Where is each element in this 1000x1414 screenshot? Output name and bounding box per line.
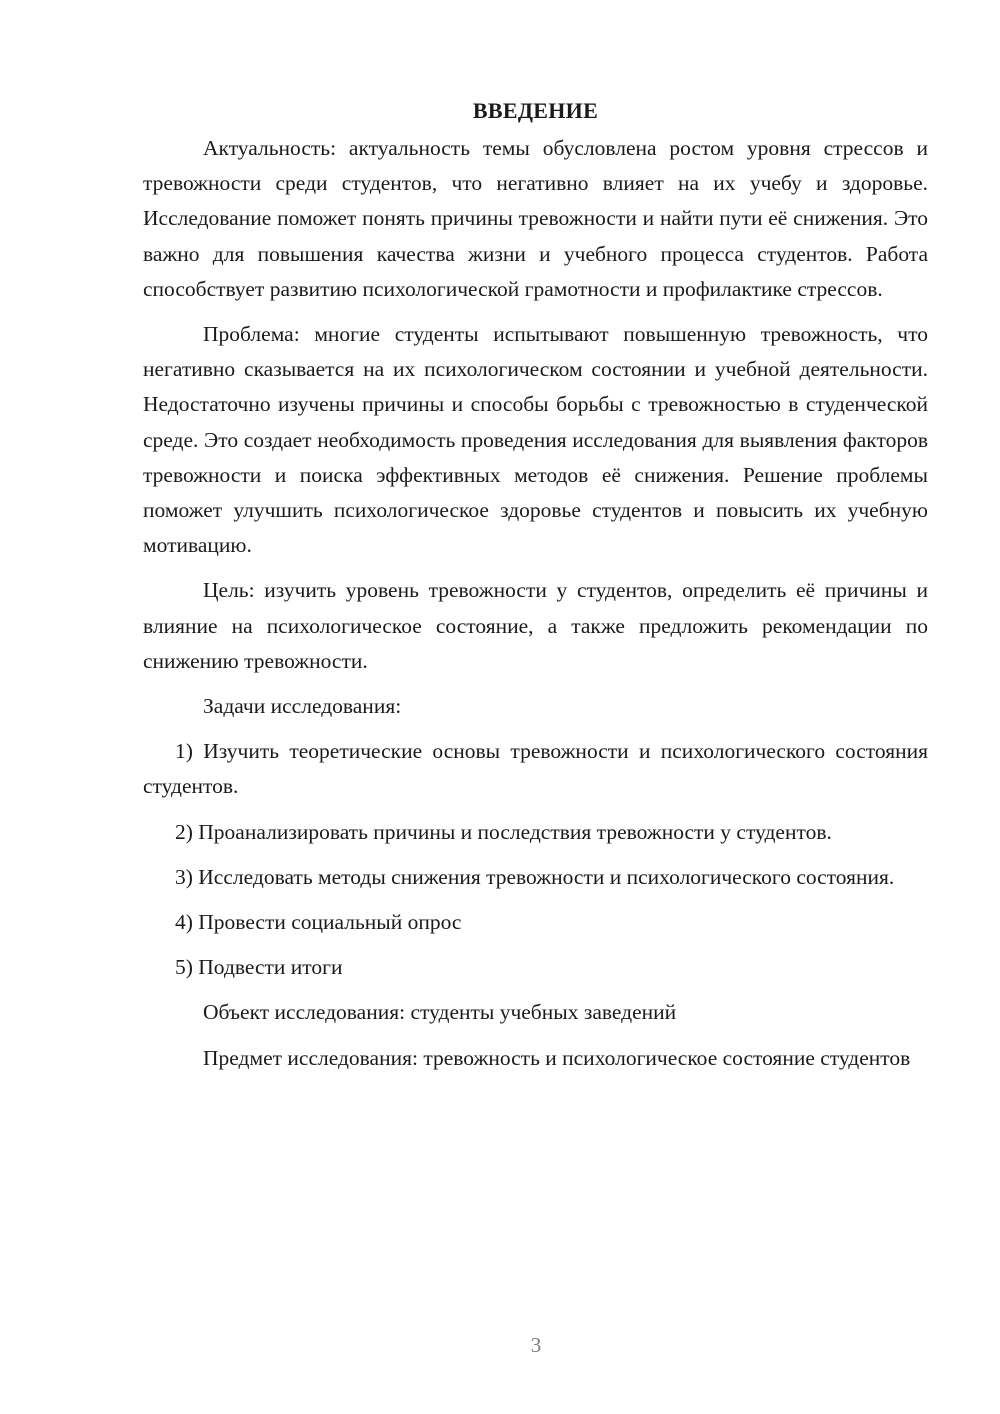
subject-paragraph: Предмет исследования: тревожность и психологическое состояние студентов <box>203 1045 911 1070</box>
task-item-5: 5) Подвести итоги <box>175 955 343 980</box>
problem-paragraph: Проблема: многие студенты испытывают повышенную тревожность, что негативно сказывается на их психологическом состоянии и учебной деятельности. Недостаточно изучены причины и способы борьбы с тревожностью в студенческой среде. Это создает необходимость проведения исследования для выявления факторов тревожности и поиска эффективных методов её снижения. Решение проблемы поможет улучшить психологическое здоровье студентов и повысить их учебную мотивацию. <box>143 322 928 558</box>
task-item-1: 1) Изучить теоретические основы тревожности и психологического состояния студентов. <box>143 739 928 799</box>
goal-paragraph: Цель: изучить уровень тревожности у студентов, определить её причины и влияние на психологическое состояние, а также предложить рекомендации по снижению тревожности. <box>143 578 928 673</box>
relevance-paragraph: Актуальность: актуальность темы обусловлена ростом уровня стрессов и тревожности среди студентов, что негативно влияет на их учебу и здоровье. Исследование поможет понять причины тревожности и найти пути её снижения. Это важно для повышения качества жизни и учебного процесса студентов. Работа способствует развитию психологической грамотности и профилактике стрессов. <box>143 136 928 301</box>
tasks-heading: Задачи исследования: <box>203 694 402 719</box>
task-item-4: 4) Провести социальный опрос <box>175 910 462 935</box>
page-title: ВВЕДЕНИЕ <box>472 98 599 123</box>
page-content <box>143 96 928 1086</box>
object-paragraph: Объект исследования: студенты учебных заведений <box>203 1000 677 1025</box>
task-item-2: 2) Проанализировать причины и последствия тревожности у студентов. <box>175 819 832 844</box>
page-number: 3 <box>530 1333 542 1357</box>
task-item-3: 3) Исследовать методы снижения тревожности и психологического состояния. <box>175 864 895 889</box>
